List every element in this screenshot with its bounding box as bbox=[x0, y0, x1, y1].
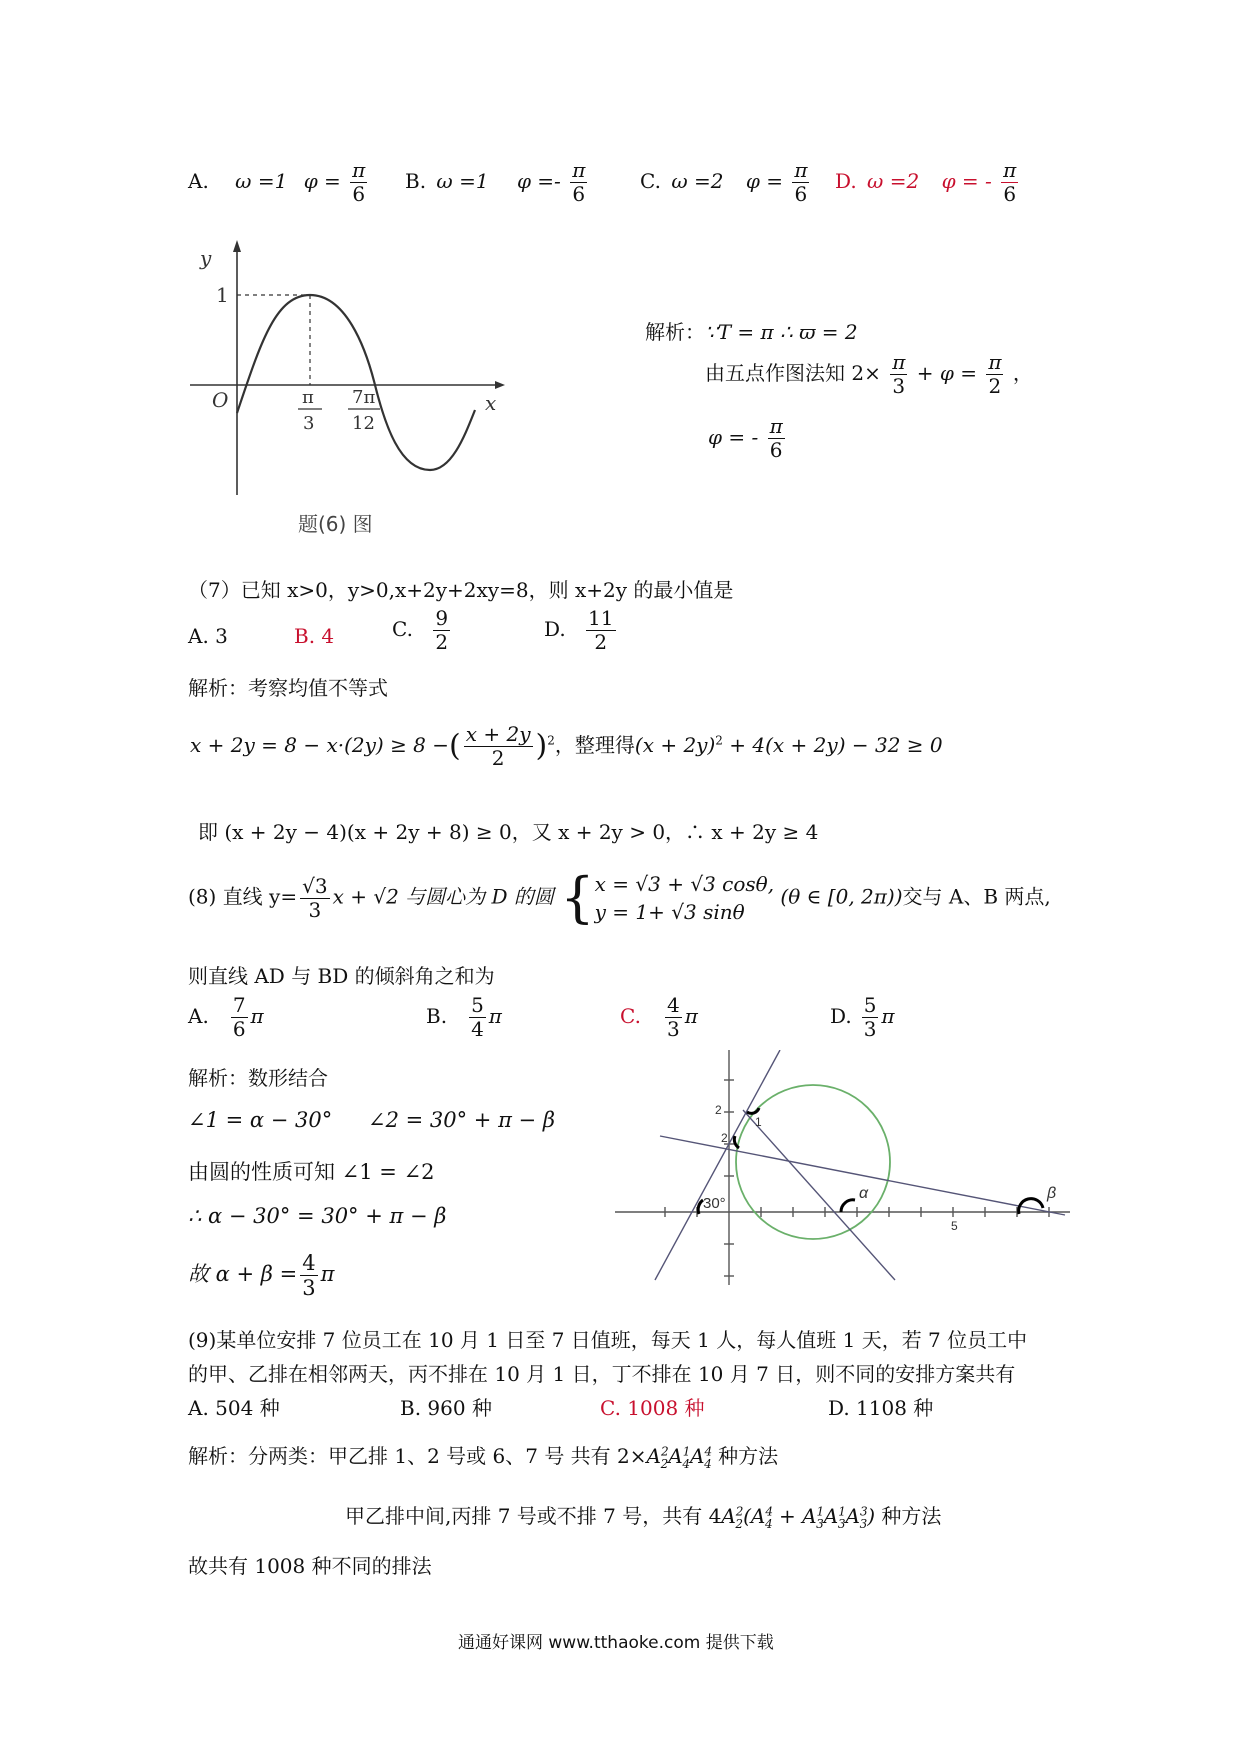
q6-solution-line1: 解析：∵T = π ∴ ϖ = 2 bbox=[645, 320, 858, 344]
q9-option-a: A. 504 种 bbox=[188, 1396, 280, 1420]
fraction: $\frac{\pi}{2}$ bbox=[988, 350, 1002, 398]
angle-label-alpha: α bbox=[859, 1185, 869, 1202]
figure-caption: 题(6) 图 bbox=[298, 512, 373, 536]
q8-option-c-answer: C. $\frac{4}{3}$ π bbox=[620, 993, 698, 1041]
sine-graph-figure bbox=[190, 235, 520, 535]
angle-label-1: 1 bbox=[755, 1115, 762, 1129]
fraction: $\frac{4}{3}$ bbox=[666, 993, 680, 1041]
q9-question-line1: (9)某单位安排 7 位员工在 10 月 1 日至 7 日值班，每天 1 人，每人值班 1 天，若 7 位员工中 bbox=[188, 1328, 1028, 1352]
q8-question-line2: 则直线 AD 与 BD 的倾斜角之和为 bbox=[188, 964, 495, 988]
x-axis-arrow bbox=[495, 381, 505, 389]
fraction: $\frac{√3}{3}$ bbox=[302, 873, 328, 922]
q6-solution-line3: φ = - $\frac{\pi}{6}$ bbox=[708, 414, 783, 462]
q9-solution-line1: 解析：分两类：甲乙排 1、2 号或 6、7 号 共有 $2\times A^2_2A^1_4A^4_4$ 种方法 bbox=[188, 1444, 779, 1471]
q7-solution-line2: 即 (x + 2y − 4)(x + 2y + 8) ≥ 0，又 x + 2y > 0，∴ x + 2y ≥ 4 bbox=[198, 820, 819, 844]
sine-curve bbox=[237, 295, 475, 470]
x-tick-pi3-num: π bbox=[302, 387, 314, 408]
q9-option-d: D. 1108 种 bbox=[828, 1396, 934, 1420]
page-footer: 通通好课网 www.tthaoke.com 提供下载 bbox=[458, 1633, 774, 1653]
y-axis-label: y bbox=[200, 246, 212, 270]
q6-option-d-answer: D. ω =2 φ = - $\frac{\pi}{6}$ bbox=[835, 158, 1017, 206]
fraction: $\frac{\pi}{6}$ bbox=[352, 158, 366, 206]
angle-alpha-arc bbox=[841, 1200, 855, 1212]
fraction: $\frac{7}{6}$ bbox=[232, 993, 246, 1041]
angle-label-30: 30° bbox=[703, 1195, 726, 1212]
q9-option-c-answer: C. 1008 种 bbox=[600, 1396, 705, 1420]
x-tick-pi3-den: 3 bbox=[303, 413, 315, 434]
q7-option-a: A. 3 bbox=[188, 624, 228, 648]
q8-solution-line1b: ∠2 = 30° + π − β bbox=[368, 1108, 555, 1132]
line-bd bbox=[743, 1110, 895, 1280]
fraction: $\frac{11}{2}$ bbox=[588, 606, 614, 654]
q8-solution-line1a: ∠1 = α − 30° bbox=[188, 1108, 333, 1132]
circle-lines-figure bbox=[615, 1050, 1070, 1290]
q9-question-line2: 的甲、乙排在相邻两天，丙不排在 10 月 1 日，丁不排在 10 月 7 日，则不同的安排方案共有 bbox=[188, 1362, 1016, 1386]
q9-solution-line3: 故共有 1008 种不同的排法 bbox=[188, 1554, 432, 1578]
q7-option-b-answer: B. 4 bbox=[294, 624, 335, 648]
q8-option-a: A. $\frac{7}{6}$ π bbox=[188, 993, 264, 1041]
origin-label: O bbox=[212, 388, 229, 412]
fraction: $\frac{\pi}{3}$ bbox=[892, 350, 906, 398]
q8-solution-line3: ∴ α − 30° = 30° + π − β bbox=[188, 1204, 447, 1228]
x-tick-7pi12-den: 12 bbox=[352, 413, 375, 434]
x-axis-label: x bbox=[485, 391, 497, 415]
y-tick-1: 1 bbox=[216, 283, 229, 307]
q8-option-d: D. $\frac{5}{3}$ π bbox=[830, 993, 895, 1041]
q6-option-c: C. ω =2 φ = $\frac{\pi}{6}$ bbox=[640, 158, 808, 206]
fraction: $\frac{\pi}{6}$ bbox=[794, 158, 808, 206]
q9-option-b: B. 960 种 bbox=[400, 1396, 492, 1420]
q7-option-c: C. $\frac{9}{2}$ bbox=[392, 606, 449, 654]
q7-question: （7）已知 x>0，y>0,x+2y+2xy=8，则 x+2y 的最小值是 bbox=[188, 578, 734, 602]
fraction: $\frac{9}{2}$ bbox=[435, 606, 449, 654]
q8-solution-title: 解析：数形结合 bbox=[188, 1066, 328, 1090]
q6-option-b: B. ω =1 φ =- $\frac{\pi}{6}$ bbox=[405, 158, 586, 206]
fraction: $\frac{x + 2y}{2}$ bbox=[465, 722, 531, 770]
angle-label-beta: β bbox=[1047, 1185, 1057, 1202]
x-tick-5: 5 bbox=[951, 1219, 958, 1233]
q8-question-line1: (8) 直线 y= $\frac{√3}{3}$ x + √2 与圆心为 D 的圆 { x = √3 + √3 cosθ, y = 1+ √3 sinθ (θ ∈ [0, 2π))交与 A、B 两点, bbox=[188, 866, 1051, 929]
q7-solution-title: 解析：考察均值不等式 bbox=[188, 676, 388, 700]
fraction: $\frac{\pi}{6}$ bbox=[769, 414, 783, 462]
q6-solution-line2: 由五点作图法知 2× $\frac{\pi}{3}$ + φ = $\frac{\pi}{2}$ ， bbox=[705, 350, 1033, 398]
angle-label-2: 2 bbox=[721, 1131, 728, 1145]
q8-solution-line4: 故 α + β = $\frac{4}{3}$ π bbox=[188, 1251, 335, 1301]
equation-system: x = √3 + √3 cosθ, y = 1+ √3 sinθ bbox=[594, 872, 775, 924]
q8-option-b: B. $\frac{5}{4}$ π bbox=[426, 993, 502, 1041]
q9-solution-line2: 甲乙排中间,丙排 7 号或不排 7 号，共有 $4A^2_2(A^4_4 + A^1_3A^1_3A^3_3)$ 种方法 bbox=[345, 1504, 942, 1531]
line-ad bbox=[655, 1050, 780, 1280]
fraction: $\frac{5}{3}$ bbox=[863, 993, 877, 1041]
fraction: $\frac{\pi}{6}$ bbox=[572, 158, 586, 206]
y-tick-2: 2 bbox=[715, 1103, 722, 1117]
y-axis-arrow bbox=[233, 240, 241, 252]
fraction: $\frac{4}{3}$ bbox=[302, 1251, 316, 1301]
q8-solution-line2: 由圆的性质可知 ∠1 = ∠2 bbox=[188, 1160, 435, 1184]
x-tick-7pi12-num: 7π bbox=[352, 387, 376, 408]
fraction: $\frac{\pi}{6}$ bbox=[1003, 158, 1017, 206]
q6-option-a: A. ω =1 φ = $\frac{\pi}{6}$ bbox=[188, 158, 366, 206]
q7-solution-line1: x + 2y = 8 − x·(2y) ≥ 8 −( $\frac{x + 2y}{2}$ )$^2$，整理得$(x + 2y)^2 + 4(x + 2y) - 32 \ge 0$ bbox=[190, 722, 943, 770]
fraction: $\frac{5}{4}$ bbox=[471, 993, 484, 1041]
q7-option-d: D. $\frac{11}{2}$ bbox=[544, 606, 614, 654]
